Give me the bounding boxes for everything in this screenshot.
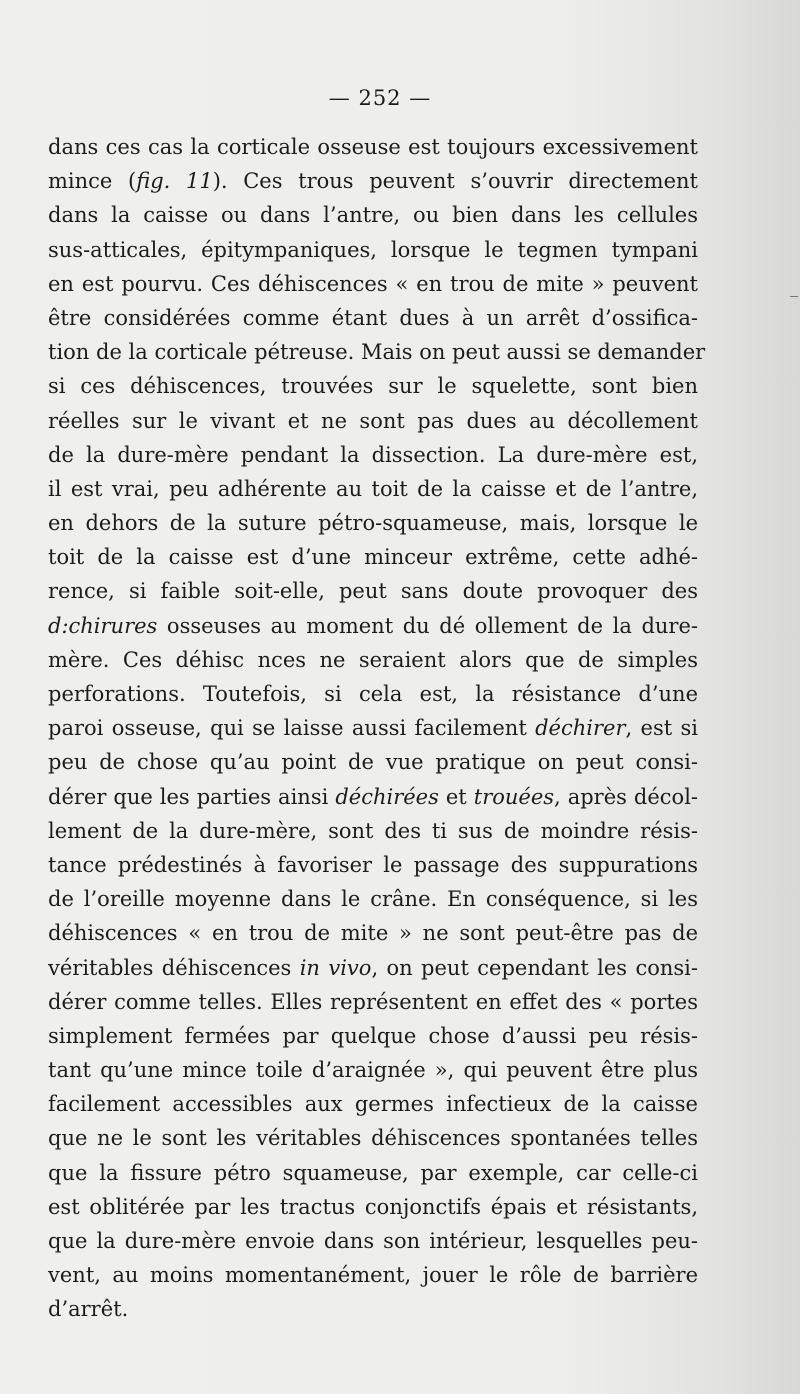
text-line	[48, 540, 698, 574]
text-line	[48, 985, 698, 1019]
text-line	[48, 1019, 698, 1053]
text-segment: mère. Ces déhisc nces ne seraient alors que de simples	[48, 647, 698, 672]
text-line	[48, 711, 698, 745]
text-segment: mince (	[48, 169, 137, 194]
text-segment: tion de la corticale pétreuse. Mais on peut aussi se demander	[48, 340, 706, 365]
text-line	[48, 677, 698, 711]
text-segment: dérer comme telles. Elles représentent en effet des « portes	[48, 989, 698, 1014]
text-segment: lement de la dure-mère, sont des ti sus de moindre résis-	[48, 818, 698, 843]
text-segment: est oblitérée par les tractus conjonctifs épais et résistants,	[48, 1194, 698, 1219]
text-line	[48, 814, 698, 848]
body-text	[48, 130, 706, 1327]
text-line	[48, 506, 698, 540]
page-number: — 252 —	[328, 86, 432, 110]
text-segment: paroi osseuse, qui se laisse aussi facilement	[48, 716, 536, 741]
italic-text: trouées	[473, 784, 555, 809]
text-line	[48, 1224, 698, 1258]
text-line	[48, 574, 698, 608]
text-line	[48, 951, 698, 985]
text-segment: facilement accessibles aux germes infectieux de la caisse	[48, 1092, 698, 1117]
text-line	[48, 1087, 698, 1121]
text-segment: tant qu’une mince toile d’araignée », qui peuvent être plus	[48, 1058, 698, 1083]
text-segment: sus-atticales, épitympaniques, lorsque le tegmen tympani	[48, 237, 698, 262]
text-segment: , est si	[625, 716, 698, 741]
text-line	[48, 1292, 698, 1326]
text-segment: dans ces cas la corticale osseuse est toujours excessivement	[48, 135, 698, 159]
text-line	[48, 643, 698, 677]
text-line	[48, 404, 698, 438]
text-line	[48, 438, 698, 472]
italic-text: fig. 11	[136, 169, 213, 194]
text-segment: dans la caisse ou dans l’antre, ou bien dans les cellules	[48, 203, 698, 228]
text-segment: d’arrêt.	[48, 1297, 129, 1322]
text-line	[48, 882, 698, 916]
text-segment: osseuses au moment du dé ollement de la dure-	[157, 613, 698, 638]
text-segment: vent, au moins momentanément, jouer le rôle de barrière	[48, 1263, 698, 1288]
text-segment: peu de chose qu’au point de vue pratique on peut consi-	[48, 750, 698, 775]
text-line	[48, 1053, 698, 1087]
text-segment: que la dure-mère envoie dans son intérieur, lesquelles peu-	[48, 1229, 698, 1253]
text-segment: ). Ces trous peuvent s’ouvrir directement	[212, 169, 698, 194]
text-segment: de la dure-mère pendant la dissection. La dure-mère est,	[48, 442, 698, 467]
text-segment: être considérées comme étant dues à un arrêt d’ossifica-	[48, 305, 698, 330]
italic-text: in vivo	[299, 955, 372, 980]
text-line	[48, 1121, 698, 1155]
text-line	[48, 233, 698, 267]
text-line	[48, 267, 698, 301]
text-line	[48, 848, 698, 882]
text-line	[48, 916, 698, 950]
text-line	[48, 164, 698, 198]
text-segment: véritables déhiscences	[48, 955, 300, 980]
text-segment: dérer que les parties ainsi	[48, 784, 336, 809]
text-segment: simplement fermées par quelque chose d’aussi peu résis-	[48, 1023, 698, 1048]
margin-mark	[790, 296, 798, 297]
text-segment: en dehors de la suture pétro-squameuse, mais, lorsque le	[48, 511, 698, 536]
text-segment: perforations. Toutefois, si cela est, la résistance d’une	[48, 682, 698, 706]
text-segment: il est vrai, peu adhérente au toit de la caisse et de l’antre,	[48, 476, 698, 501]
text-line	[48, 1156, 698, 1190]
text-segment: rence, si faible soit-elle, peut sans doute provoquer des	[48, 579, 698, 604]
text-segment: tance prédestinés à favoriser le passage des suppurations	[48, 852, 698, 877]
text-line	[48, 335, 706, 369]
text-segment: , après décol-	[554, 784, 699, 809]
text-segment: de l’oreille moyenne dans le crâne. En conséquence, si les	[48, 887, 698, 912]
italic-text: déchirées	[335, 784, 439, 809]
text-line	[48, 1258, 698, 1292]
text-line	[48, 130, 698, 164]
text-segment: que ne le sont les véritables déhiscences spontanées telles	[48, 1126, 698, 1151]
text-line	[48, 301, 698, 335]
italic-text: déchirer	[535, 716, 626, 741]
text-segment: et	[438, 784, 474, 809]
text-line	[48, 609, 698, 643]
text-line	[48, 780, 698, 814]
text-segment: en est pourvu. Ces déhiscences « en trou de mite » peuvent	[48, 271, 698, 296]
text-line	[48, 472, 698, 506]
text-segment: toit de la caisse est d’une minceur extrême, cette adhé-	[48, 545, 698, 570]
text-line	[48, 198, 698, 232]
text-segment: réelles sur le vivant et ne sont pas dues au décollement	[48, 408, 698, 433]
text-segment: , on peut cependant les consi-	[371, 955, 698, 980]
text-segment: si ces déhiscences, trouvées sur le squelette, sont bien	[48, 374, 698, 399]
text-line	[48, 369, 698, 403]
text-line	[48, 1190, 698, 1224]
text-segment: que la fissure pétro squameuse, par exemple, car celle-ci	[48, 1160, 698, 1185]
text-segment: déhiscences « en trou de mite » ne sont peut-être pas de	[48, 921, 698, 946]
text-line	[48, 745, 698, 779]
italic-text: d:chirures	[48, 613, 158, 638]
